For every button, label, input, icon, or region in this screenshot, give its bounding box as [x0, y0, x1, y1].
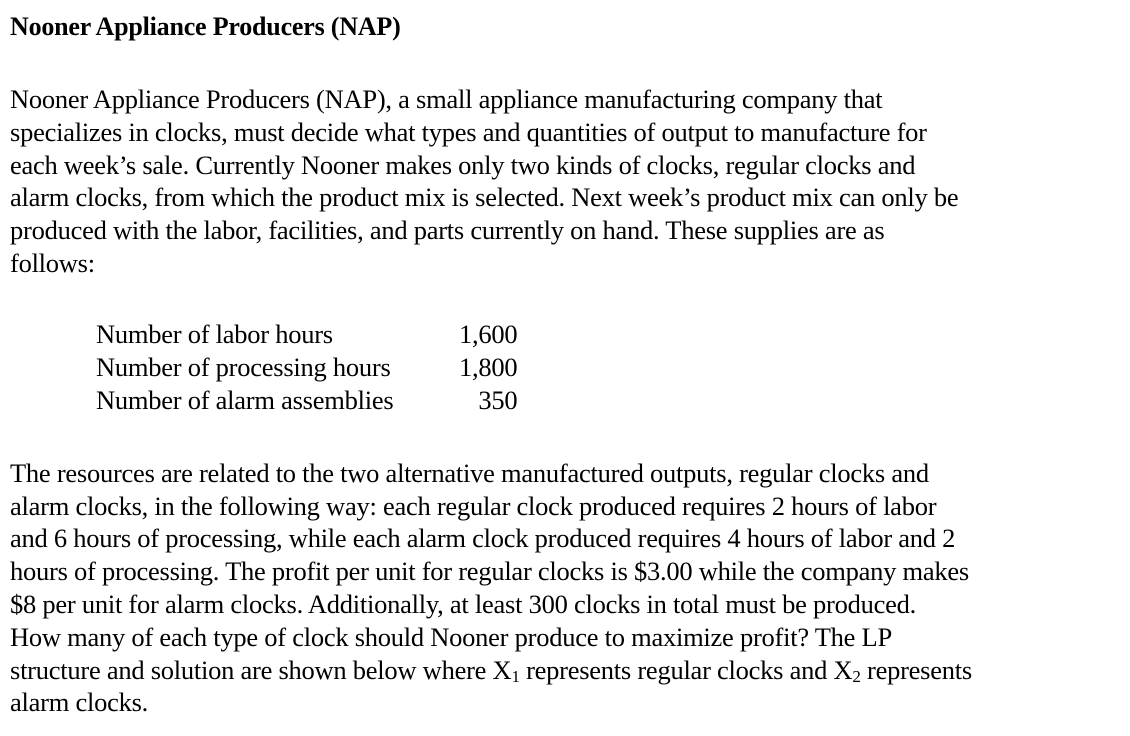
table-row — [96, 384, 517, 417]
paragraph-line: How many of each type of clock should Nooner produce to maximize profit? The LP — [10, 621, 892, 652]
resource-label: Number of processing hours — [96, 351, 391, 382]
paragraph-line: and 6 hours of processing, while each alarm clock produced requires 4 hours of labor and 2 — [10, 523, 956, 554]
document-page — [10, 0, 1120, 719]
paragraph-line: follows: — [10, 247, 95, 278]
intro-paragraph — [10, 83, 1120, 280]
paragraph-line: $8 per unit for alarm clocks. Additionally, at least 300 clocks in total must be produced. — [10, 588, 917, 619]
resource-label: Number of alarm assemblies — [96, 384, 394, 415]
table-row — [96, 351, 517, 384]
resource-label: Number of labor hours — [96, 318, 333, 349]
paragraph-line: each week’s sale. Currently Nooner makes only two kinds of clocks, regular clocks and — [10, 149, 916, 180]
problem-paragraph — [10, 457, 1120, 719]
paragraph-line: alarm clocks, in the following way: each regular clock produced requires 2 hours of labor — [10, 490, 937, 521]
paragraph-line: alarm clocks, from which the product mix is selected. Next week’s product mix can only be — [10, 182, 959, 213]
paragraph-line: produced with the labor, facilities, and parts currently on hand. These supplies are as — [10, 215, 885, 246]
resource-value: 350 — [478, 384, 518, 415]
paragraph-line: Nooner Appliance Producers (NAP), a small appliance manufacturing company that — [10, 84, 883, 114]
subscript: 2 — [852, 666, 861, 686]
text-fragment: represents — [860, 654, 972, 685]
text-fragment: represents regular clocks and X — [519, 654, 853, 685]
subscript: 1 — [511, 666, 520, 686]
paragraph-line — [10, 654, 1120, 687]
resources-table — [96, 318, 517, 417]
paragraph-line: The resources are related to the two alternative manufactured outputs, regular clocks and — [10, 457, 929, 488]
document-title: Nooner Appliance Producers (NAP) — [10, 12, 401, 41]
paragraph-line: alarm clocks. — [10, 687, 149, 718]
resource-value: 1,600 — [459, 318, 518, 349]
table-row — [96, 318, 517, 351]
resource-value: 1,800 — [459, 351, 518, 382]
paragraph-line: hours of processing. The profit per unit for regular clocks is $3.00 while the company makes — [10, 556, 969, 587]
text-fragment: structure and solution are shown below where X — [10, 654, 512, 685]
paragraph-line: specializes in clocks, must decide what types and quantities of output to manufacture for — [10, 116, 927, 147]
